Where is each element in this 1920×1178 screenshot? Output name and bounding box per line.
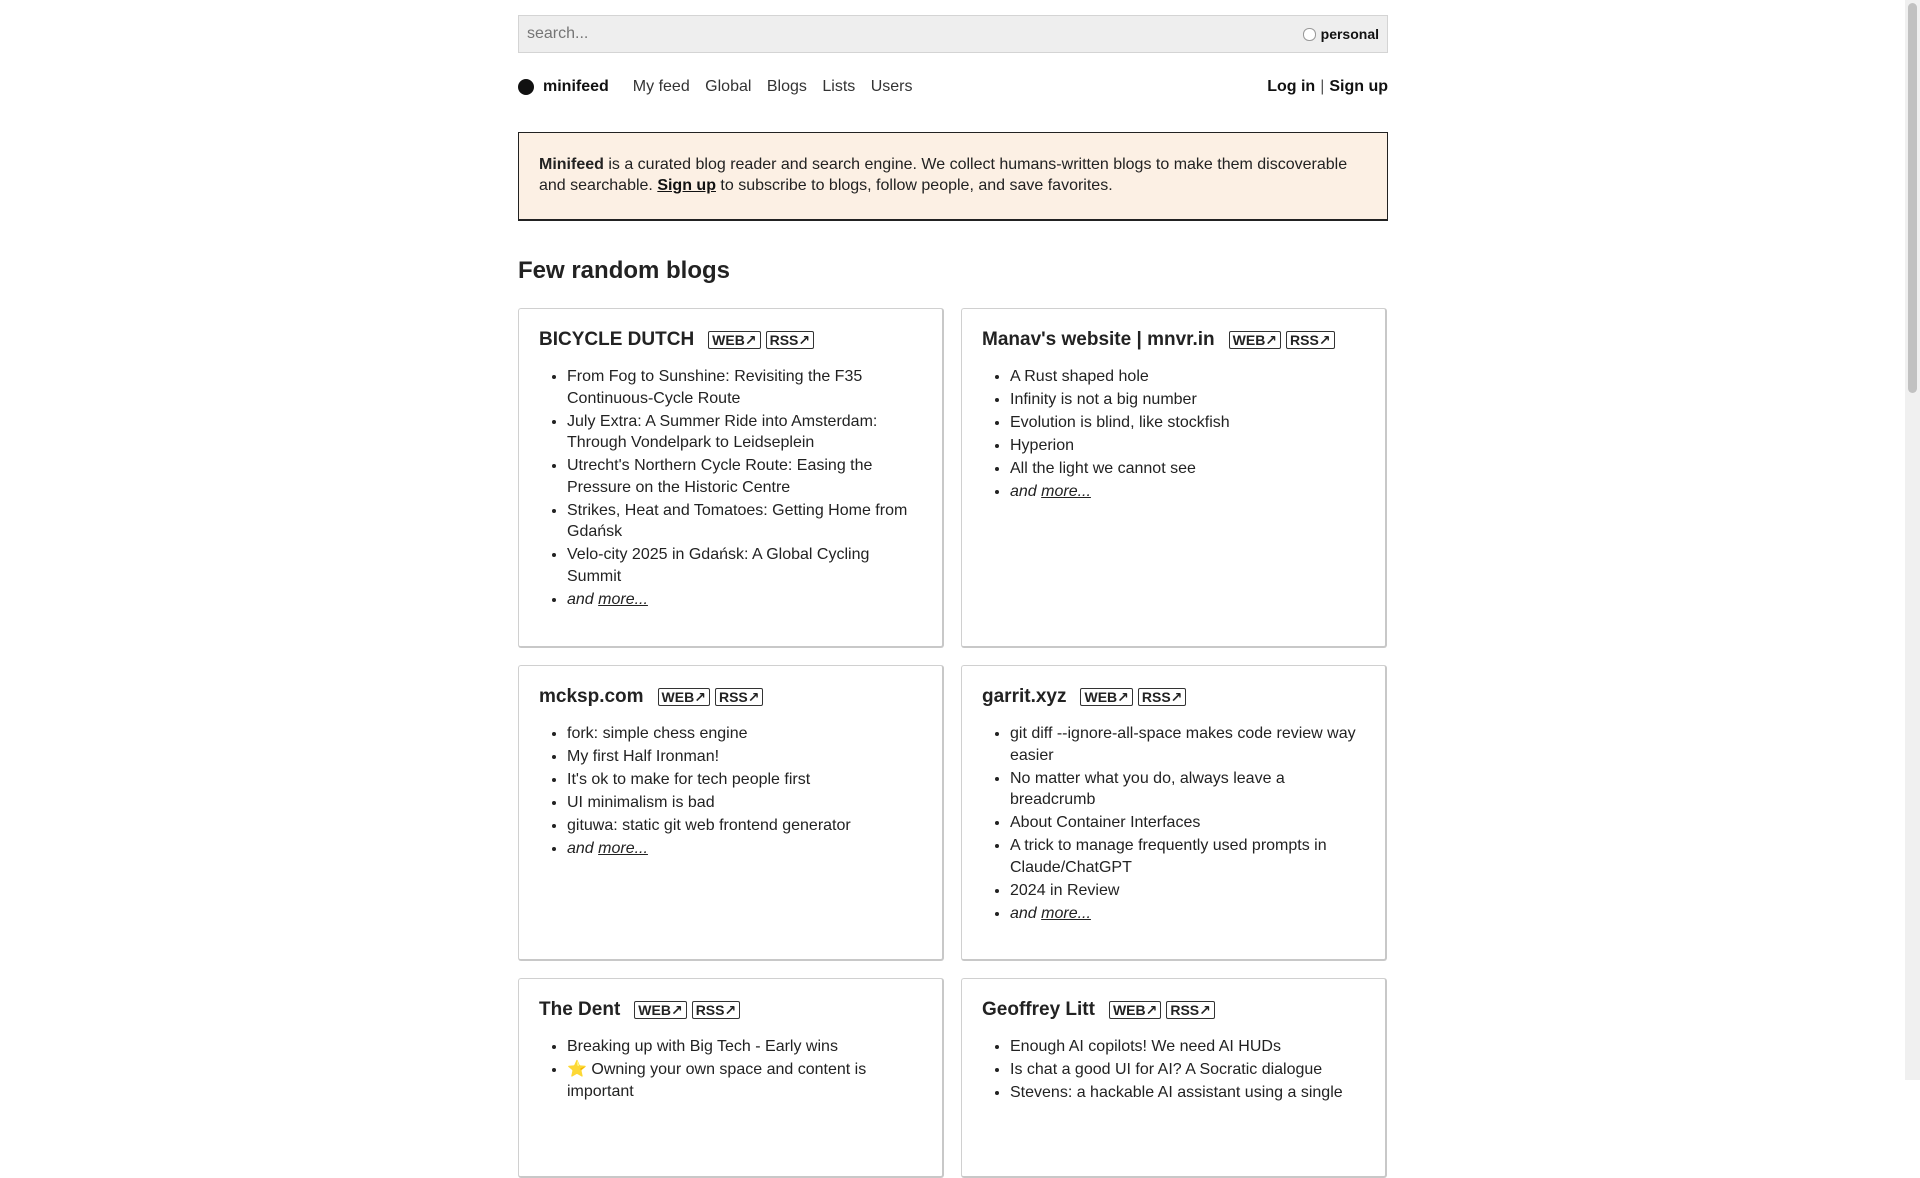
- blog-title[interactable]: mcksp.com: [539, 686, 644, 707]
- blog-title[interactable]: The Dent: [539, 999, 621, 1020]
- intro-text-1: is a curated blog reader and search engine. We collect humans-written blogs to make them discoverable and searchable.: [539, 156, 1348, 194]
- rss-link[interactable]: RSS↗: [692, 1001, 741, 1019]
- post-list: [982, 366, 1365, 503]
- blog-card: [961, 308, 1387, 648]
- more-item: [1010, 481, 1365, 503]
- post-item[interactable]: • 2024 in Review: [1010, 880, 1365, 902]
- more-item: [567, 838, 922, 860]
- nav-blogs[interactable]: Blogs: [766, 78, 807, 95]
- post-list: [982, 723, 1365, 924]
- web-link[interactable]: WEB↗: [658, 688, 710, 706]
- search-input[interactable]: [527, 25, 1227, 43]
- nav-lists[interactable]: Lists: [822, 78, 856, 95]
- nav-global[interactable]: Global: [705, 78, 752, 95]
- post-item[interactable]: • From Fog to Sunshine: Revisiting the F35 Continuous-Cycle Route: [567, 366, 922, 409]
- rss-link[interactable]: RSS↗: [766, 331, 815, 349]
- personal-toggle[interactable]: [1303, 26, 1379, 42]
- signup-link[interactable]: Sign up: [1329, 78, 1388, 95]
- post-list: [982, 1036, 1365, 1104]
- post-item[interactable]: • No matter what you do, always leave a breadcrumb: [1010, 768, 1365, 811]
- intro-text-2: to subscribe to blogs, follow people, and save favorites.: [715, 177, 1113, 194]
- section-title: Few random blogs: [518, 257, 731, 284]
- post-item[interactable]: • Evolution is blind, like stockfish: [1010, 412, 1365, 434]
- post-item[interactable]: • Utrecht's Northern Cycle Route: Easing the Pressure on the Historic Centre: [567, 455, 922, 498]
- post-item[interactable]: • My first Half Ironman!: [567, 746, 922, 768]
- intro-brand: Minifeed: [539, 156, 604, 173]
- rss-link[interactable]: RSS↗: [1166, 1001, 1215, 1019]
- more-and: and: [1010, 483, 1042, 500]
- more-link[interactable]: more...: [1041, 904, 1091, 922]
- more-and: and: [1010, 904, 1042, 922]
- nav-users[interactable]: Users: [870, 78, 913, 95]
- post-item[interactable]: • All the light we cannot see: [1010, 458, 1365, 480]
- more-link[interactable]: more...: [598, 840, 648, 857]
- post-item[interactable]: • UI minimalism is bad: [567, 792, 922, 814]
- blog-card: [961, 665, 1387, 961]
- personal-label: personal: [1320, 26, 1379, 42]
- post-item[interactable]: • Stevens: a hackable AI assistant using a single: [1010, 1082, 1365, 1104]
- login-link[interactable]: Log in: [1267, 78, 1316, 95]
- rss-link[interactable]: RSS↗: [715, 688, 764, 706]
- post-item[interactable]: • A trick to manage frequently used prompts in Claude/ChatGPT: [1010, 835, 1365, 878]
- post-item[interactable]: • Velo-city 2025 in Gdańsk: A Global Cycling Summit: [567, 544, 922, 587]
- logo-link[interactable]: [518, 78, 609, 96]
- scrollbar-thumb[interactable]: [1908, 3, 1917, 393]
- more-item: [1010, 903, 1365, 925]
- post-list: [539, 366, 922, 610]
- post-list: [539, 723, 922, 860]
- blog-card: [518, 308, 944, 648]
- personal-radio[interactable]: [1303, 28, 1316, 41]
- top-nav: [518, 75, 1388, 99]
- more-and: and: [567, 840, 599, 857]
- web-link[interactable]: WEB↗: [708, 331, 760, 349]
- logo-dot-icon: [518, 79, 534, 95]
- more-item: [567, 589, 922, 611]
- web-link[interactable]: WEB↗: [1080, 688, 1132, 706]
- nav-links: [633, 78, 924, 96]
- post-list: [539, 1036, 922, 1102]
- more-link[interactable]: more...: [598, 590, 648, 608]
- post-item[interactable]: • Is chat a good UI for AI? A Socratic dialogue: [1010, 1059, 1365, 1081]
- post-item[interactable]: • It's ok to make for tech people first: [567, 769, 922, 791]
- blog-title[interactable]: BICYCLE DUTCH: [539, 329, 695, 350]
- blog-title[interactable]: garrit.xyz: [982, 686, 1067, 707]
- web-link[interactable]: WEB↗: [1229, 331, 1281, 349]
- auth-separator: |: [1320, 78, 1325, 95]
- blog-title[interactable]: Manav's website | mnvr.in: [982, 329, 1215, 350]
- intro-signup-link[interactable]: Sign up: [657, 177, 716, 194]
- post-item[interactable]: • Infinity is not a big number: [1010, 389, 1365, 411]
- rss-link[interactable]: RSS↗: [1286, 331, 1335, 349]
- post-item[interactable]: • git diff --ignore-all-space makes code review way easier: [1010, 723, 1365, 766]
- post-item[interactable]: • Hyperion: [1010, 435, 1365, 457]
- page-container: [518, 15, 1388, 1178]
- post-item[interactable]: • About Container Interfaces: [1010, 812, 1365, 834]
- post-item[interactable]: • ⭐ Owning your own space and content is important: [567, 1059, 922, 1102]
- post-item[interactable]: • Strikes, Heat and Tomatoes: Getting Home from Gdańsk: [567, 500, 922, 543]
- blog-title[interactable]: Geoffrey Litt: [982, 999, 1095, 1020]
- more-link[interactable]: more...: [1041, 483, 1091, 500]
- page-scrollbar[interactable]: [1905, 0, 1920, 1080]
- web-link[interactable]: WEB↗: [634, 1001, 686, 1019]
- post-item[interactable]: • July Extra: A Summer Ride into Amsterdam: Through Vondelpark to Leidseplein: [567, 411, 922, 454]
- auth-links: [1267, 78, 1388, 96]
- blog-card: [518, 978, 944, 1178]
- blog-grid: [518, 308, 1388, 1178]
- more-and: and: [567, 590, 599, 608]
- post-item[interactable]: • A Rust shaped hole: [1010, 366, 1365, 388]
- blog-card: [518, 665, 944, 961]
- nav-my-feed[interactable]: My feed: [632, 78, 690, 95]
- rss-link[interactable]: RSS↗: [1138, 688, 1187, 706]
- blog-card: [961, 978, 1387, 1178]
- web-link[interactable]: WEB↗: [1109, 1001, 1161, 1019]
- intro-banner: [518, 132, 1388, 221]
- post-item[interactable]: • gituwa: static git web frontend generator: [567, 815, 922, 837]
- post-item[interactable]: • fork: simple chess engine: [567, 723, 922, 745]
- post-item[interactable]: • Breaking up with Big Tech - Early wins: [567, 1036, 922, 1058]
- logo-text: minifeed: [543, 78, 609, 95]
- search-bar: [518, 15, 1388, 53]
- post-item[interactable]: • Enough AI copilots! We need AI HUDs: [1010, 1036, 1365, 1058]
